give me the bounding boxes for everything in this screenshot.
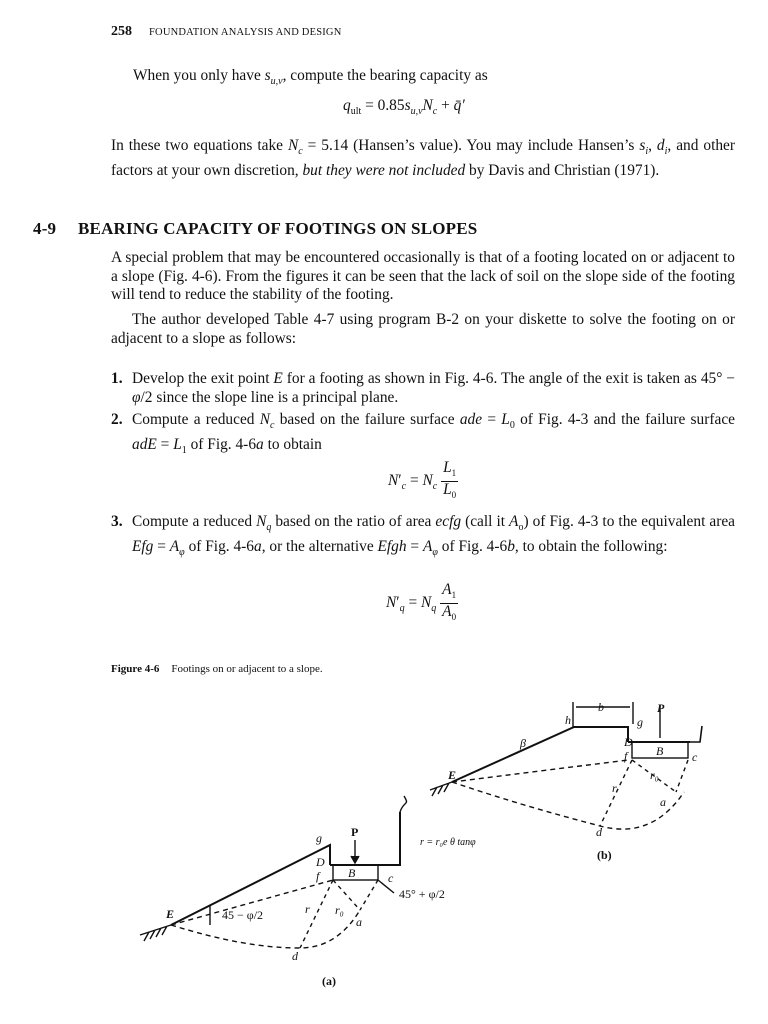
svg-text:g: g	[637, 715, 643, 729]
paragraph-2: The author developed Table 4-7 using program B-2 on your diskette to solve the footing on or adjacent to a slope as follows:	[111, 311, 735, 347]
svg-text:r₀: r₀	[650, 768, 659, 782]
svg-text:r: r	[305, 902, 310, 916]
list-item-2: 2. Compute a reduced $N_c$ based on the failure surface ade = $L_0$ of Fig. 4-3 and the failure surface adE = $L_1$ of Fig. 4-6a to obtain	[111, 411, 735, 456]
svg-text:a: a	[356, 915, 362, 929]
svg-text:c: c	[692, 750, 698, 764]
spiral-formula: r = r₀e θ tanφ	[420, 837, 476, 848]
svg-text:d: d	[596, 825, 602, 839]
svg-text:B: B	[348, 866, 356, 880]
svg-text:45 − φ/2: 45 − φ/2	[222, 908, 264, 922]
svg-text:g: g	[316, 831, 322, 845]
svg-text:a: a	[660, 795, 666, 809]
svg-text:f: f	[316, 869, 320, 883]
svg-text:E: E	[448, 768, 457, 782]
svg-text:r: r	[612, 781, 617, 795]
svg-text:β: β	[520, 736, 526, 750]
svg-text:c: c	[388, 871, 394, 885]
paragraph-1: A special problem that may be encountered occasionally is that of a footing located on or adjacent to a slope (Fig. 4-6). From the figures it can be seen that the lack of soil on the slope side of the footing will tend to reduce the stability of the footing.	[111, 249, 735, 303]
svg-text:r₀: r₀	[335, 903, 344, 917]
svg-text:E: E	[166, 907, 175, 921]
page-number: 258	[111, 24, 132, 39]
equation-nc-prime: $N'_c = N_c$ $\frac{L_1}{L_0}$	[388, 459, 457, 501]
figure-label: Figure 4-6	[111, 663, 160, 675]
svg-text:d: d	[292, 949, 298, 963]
svg-text:D: D	[624, 735, 633, 749]
svg-text:f: f	[624, 749, 628, 763]
section-title: BEARING CAPACITY OF FOOTINGS ON SLOPES	[78, 219, 478, 238]
svg-text:B: B	[656, 744, 664, 758]
intro-line: When you only have $s_{u,v}$, compute the bearing capacity as	[133, 67, 488, 88]
nc-paragraph: In these two equations take $N_c = 5.14$ (Hansen’s value). You may include Hansen’s $s_i$, $d_i$, and other factors at your own discretion, but they were not included by Davis and Christian (1971).	[111, 137, 736, 179]
equation-nq-prime: $N'_q = N_q$ $\frac{A_1}{A_0}$	[386, 581, 457, 623]
list-item-1: 1. Develop the exit point E for a footing as shown in Fig. 4-6. The angle of the exit is taken as 45° − φ/2 since the slope line is a principal plane.	[111, 370, 735, 406]
svg-text:P: P	[351, 825, 359, 839]
svg-text:h: h	[565, 713, 571, 727]
svg-text:45° + φ/2: 45° + φ/2	[399, 887, 445, 901]
section-number: 4-9	[33, 219, 57, 238]
svg-text:P: P	[657, 701, 665, 715]
svg-text:(a): (a)	[322, 974, 336, 988]
svg-text:D: D	[316, 855, 325, 869]
label-b: b	[598, 700, 604, 714]
svg-text:(b): (b)	[597, 848, 612, 862]
list-item-3: 3. Compute a reduced $N_q$ based on the ratio of area ecfg (call it $A_o$) of Fig. 4-3 to the equivalent area Efg = $A_\varphi$ of Fig. 4-6a, or the alternative Efgh = $A_\varphi$ of Fig. 4-6b, to obtain the following:	[111, 513, 735, 558]
running-title: FOUNDATION ANALYSIS AND DESIGN	[149, 27, 342, 38]
figure-caption-text: Footings on or adjacent to a slope.	[171, 663, 323, 675]
equation-qult: $q_{ult} = 0.85s_{u,v}N_c$ + q̄′	[343, 97, 465, 118]
